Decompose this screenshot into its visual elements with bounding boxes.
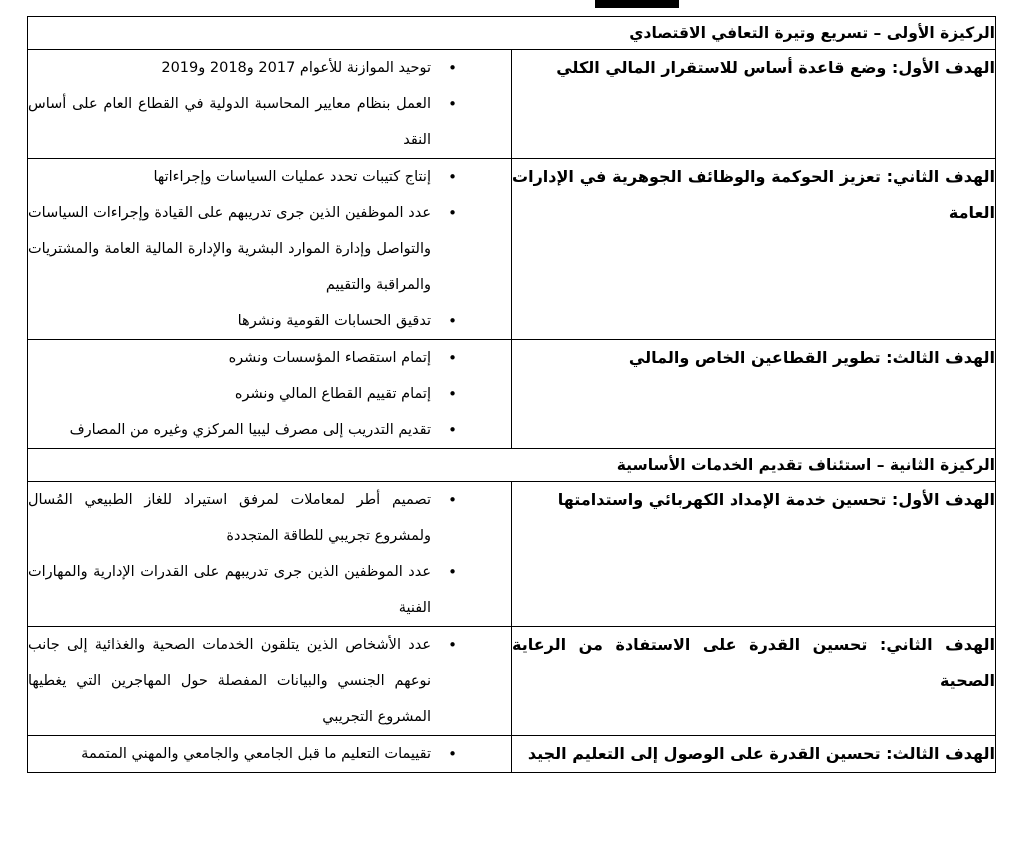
pillar-row <box>28 17 996 50</box>
indicator-item <box>28 482 511 554</box>
bullet-icon: • <box>448 563 457 581</box>
indicator-text: تقييمات التعليم ما قبل الجامعي والجامعي والمهني المتممة <box>81 746 431 762</box>
goal-title: الهدف الأول: وضع قاعدة أساس للاستقرار المالي الكلي <box>512 50 996 159</box>
bullet-icon: • <box>448 421 457 439</box>
goal-title: الهدف الثاني: تحسين القدرة على الاستفادة من الرعاية الصحية <box>512 627 996 736</box>
goal-indicators <box>28 50 512 159</box>
indicator-item <box>28 86 511 158</box>
top-edge-bar <box>595 0 679 8</box>
results-framework-table <box>27 16 996 773</box>
indicator-text: إتمام استقصاء المؤسسات ونشره <box>228 350 431 366</box>
pillar-row <box>28 449 996 482</box>
goal-indicators <box>28 340 512 449</box>
goal-row <box>28 627 996 736</box>
bullet-icon: • <box>448 349 457 367</box>
bullet-icon: • <box>448 59 457 77</box>
goal-title: الهدف الثاني: تعزيز الحوكمة والوظائف الجوهرية في الإدارات العامة <box>512 159 996 340</box>
indicator-text: تصميم أطر لمعاملات لمرفق استيراد للغاز الطبيعي المُسال ولمشروع تجريبي للطاقة المتجددة <box>28 492 431 544</box>
goal-title: الهدف الأول: تحسين خدمة الإمداد الكهربائي واستدامتها <box>512 482 996 627</box>
bullet-icon: • <box>448 745 457 763</box>
indicator-text: إتمام تقييم القطاع المالي ونشره <box>234 386 431 402</box>
indicator-item <box>28 554 511 626</box>
indicator-text: عدد الموظفين الذين جرى تدريبهم على القيادة وإجراءات السياسات والتواصل وإدارة الموارد البشرية والإدارة المالية العامة والمشتريات والمراقبة والتقييم <box>28 205 431 293</box>
indicator-item <box>28 50 511 86</box>
indicator-item <box>28 195 511 303</box>
indicator-text: العمل بنظام معايير المحاسبة الدولية في القطاع العام على أساس النقد <box>28 96 431 148</box>
indicator-text: توحيد الموازنة للأعوام 2017 و2018 و2019 <box>161 60 431 76</box>
indicator-text: تدقيق الحسابات القومية ونشرها <box>237 313 431 329</box>
bullet-icon: • <box>448 312 457 330</box>
indicator-item <box>28 412 511 448</box>
indicator-item <box>28 159 511 195</box>
indicator-item <box>28 340 511 376</box>
bullet-icon: • <box>448 168 457 186</box>
goal-row <box>28 482 996 627</box>
bullet-icon: • <box>448 95 457 113</box>
goal-title: الهدف الثالث: تحسين القدرة على الوصول إلى التعليم الجيد <box>512 736 996 773</box>
indicator-text: تقديم التدريب إلى مصرف ليبيا المركزي وغيره من المصارف <box>69 422 431 438</box>
indicator-item <box>28 376 511 412</box>
goal-indicators <box>28 159 512 340</box>
indicator-text: عدد الموظفين الذين جرى تدريبهم على القدرات الإدارية والمهارات الفنية <box>28 564 431 616</box>
goal-indicators <box>28 736 512 773</box>
bullet-icon: • <box>448 636 457 654</box>
pillar-title: الركيزة الأولى – تسريع وتيرة التعافي الاقتصادي <box>28 17 996 50</box>
pillar-title: الركيزة الثانية – استئناف تقديم الخدمات الأساسية <box>28 449 996 482</box>
goal-row <box>28 736 996 773</box>
goal-indicators <box>28 482 512 627</box>
indicator-text: عدد الأشخاص الذين يتلقون الخدمات الصحية والغذائية إلى جانب نوعهم الجنسي والبيانات المفصلة حول المهاجرين التي يغطيها المشروع التجريبي <box>28 637 431 725</box>
goal-row <box>28 159 996 340</box>
goal-row <box>28 340 996 449</box>
goal-row <box>28 50 996 159</box>
indicator-item <box>28 303 511 339</box>
indicator-item <box>28 736 511 772</box>
bullet-icon: • <box>448 385 457 403</box>
indicator-item <box>28 627 511 735</box>
bullet-icon: • <box>448 204 457 222</box>
bullet-icon: • <box>448 491 457 509</box>
goal-indicators <box>28 627 512 736</box>
indicator-text: إنتاج كتيبات تحدد عمليات السياسات وإجراءاتها <box>153 169 431 185</box>
goal-title: الهدف الثالث: تطوير القطاعين الخاص والمالي <box>512 340 996 449</box>
